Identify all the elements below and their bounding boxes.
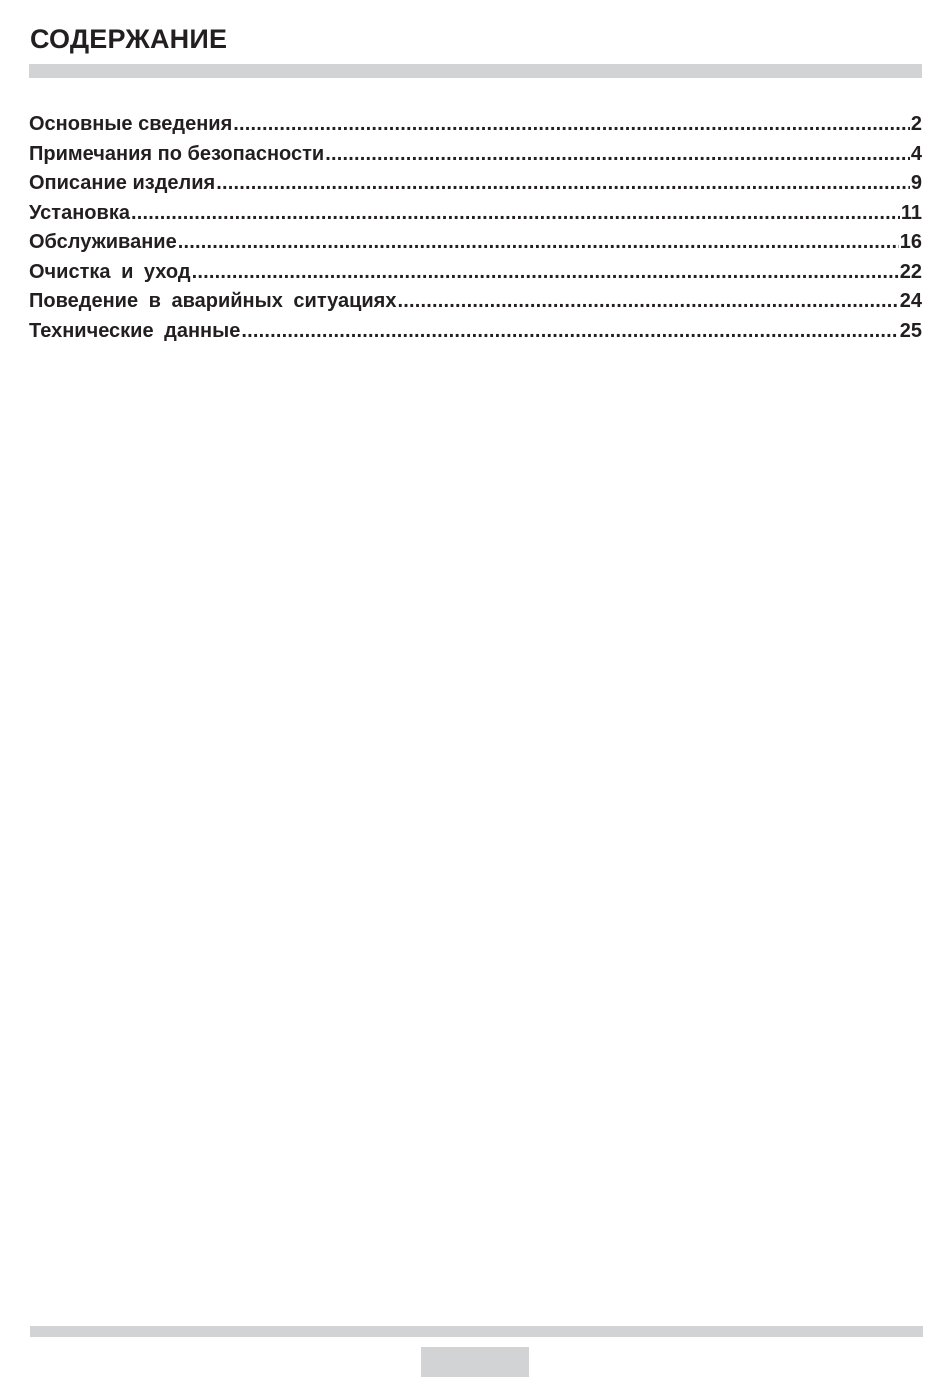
table-of-contents — [29, 110, 922, 346]
toc-entry-technical-data[interactable] — [29, 317, 922, 347]
header-divider — [29, 64, 922, 78]
toc-dot-leader — [178, 228, 899, 258]
page-title: СОДЕРЖАНИЕ — [30, 24, 228, 54]
toc-entry-label: Описание изделия — [29, 172, 216, 194]
toc-entry-safety-notes[interactable] — [29, 140, 922, 170]
toc-entry-label: Технические данные — [29, 319, 241, 342]
toc-entry-label: Поведение в аварийных ситуациях — [29, 290, 397, 312]
toc-entry-product-description[interactable] — [29, 169, 922, 199]
toc-entry-page: 16 — [899, 231, 922, 253]
toc-entry-label: Обслуживание — [29, 231, 177, 253]
toc-entry-label: Основные сведения — [29, 113, 233, 135]
toc-dot-leader — [325, 140, 910, 170]
toc-entry-page: 2 — [910, 113, 922, 135]
page-number-box — [421, 1347, 529, 1377]
toc-dot-leader — [216, 169, 910, 199]
toc-dot-leader — [233, 110, 910, 140]
toc-entry-label: Примечания по безопасности — [29, 142, 325, 165]
toc-entry-installation[interactable] — [29, 199, 922, 229]
toc-entry-page: 9 — [910, 172, 922, 194]
toc-entry-page: 25 — [899, 319, 922, 342]
toc-dot-leader — [192, 258, 899, 288]
toc-entry-emergency[interactable] — [29, 287, 922, 317]
toc-entry-cleaning-care[interactable] — [29, 258, 922, 288]
toc-entry-page: 11 — [900, 201, 922, 224]
toc-entry-page: 22 — [899, 260, 922, 283]
toc-entry-general-info[interactable] — [29, 110, 922, 140]
toc-entry-page: 24 — [899, 290, 922, 312]
toc-entry-operation[interactable] — [29, 228, 922, 258]
toc-dot-leader — [241, 317, 898, 347]
toc-dot-leader — [397, 287, 898, 317]
footer-divider — [30, 1326, 923, 1337]
toc-entry-page: 4 — [910, 142, 922, 165]
toc-entry-label: Очистка и уход — [29, 260, 191, 283]
toc-dot-leader — [131, 199, 900, 229]
toc-entry-label: Установка — [29, 201, 130, 224]
